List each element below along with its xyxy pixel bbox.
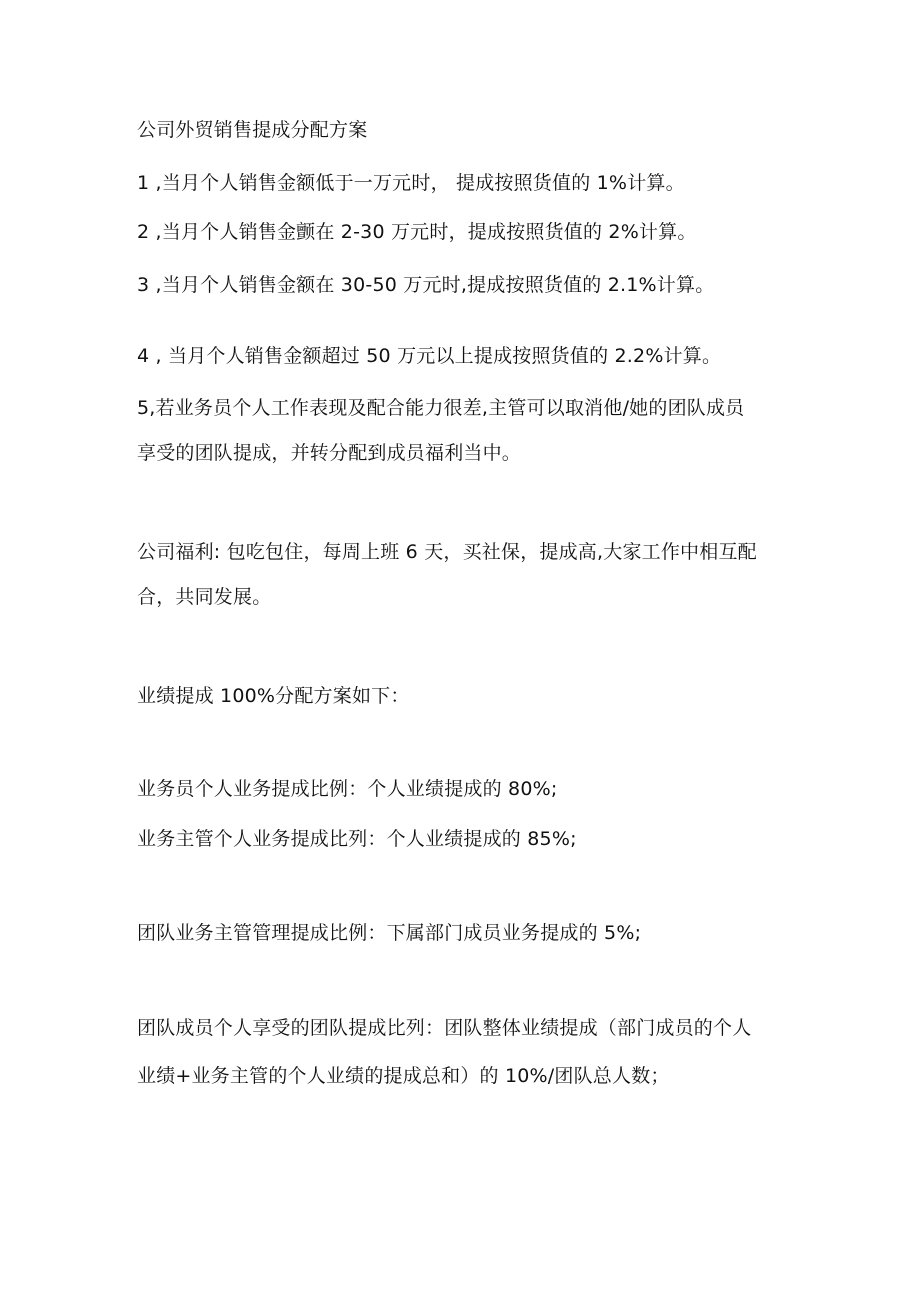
- document-title: 公司外贸销售提成分配方案: [137, 119, 368, 141]
- rule-5-line-1: 5,若业务员个人工作表现及配合能力很差,主管可以取消他/她的团队成员: [137, 397, 745, 419]
- rule-4: 4 , 当月个人销售金额超过 50 万元以上提成按照货值的 2.2%计算。: [137, 345, 722, 367]
- welfare-line-1: 公司福利: 包吃包住，每周上班 6 天，买社保，提成高,大家工作中相互配: [137, 541, 757, 563]
- rule-2: 2 ,当月个人销售金颤在 2-30 万元时，提成按照货值的 2%计算。: [137, 221, 697, 243]
- supervisor-ratio: 业务主管个人业务提成比列：个人业绩提成的 85%;: [137, 828, 577, 850]
- salesman-ratio: 业务员个人业务提成比例：个人业绩提成的 80%;: [137, 778, 558, 800]
- management-ratio: 团队业务主管管理提成比例：下属部门成员业务提成的 5%;: [137, 922, 642, 944]
- team-ratio-line-2: 业绩+业务主管的个人业绩的提成总和）的 10%/团队总人数；: [137, 1065, 670, 1087]
- team-ratio-line-1: 团队成员个人享受的团队提成比列：团队整体业绩提成（部门成员的个人: [137, 1017, 752, 1039]
- rule-1: 1 ,当月个人销售金额低于一万元时， 提成按照货值的 1%计算。: [137, 172, 685, 194]
- welfare-line-2: 合，共同发展。: [137, 586, 272, 608]
- allocation-title: 业绩提成 100%分配方案如下：: [137, 685, 410, 707]
- rule-3: 3 ,当月个人销售金额在 30-50 万元时,提成按照货值的 2.1%计算。: [137, 274, 715, 296]
- rule-5-line-2: 享受的团队提成，并转分配到成员福利当中。: [137, 442, 522, 464]
